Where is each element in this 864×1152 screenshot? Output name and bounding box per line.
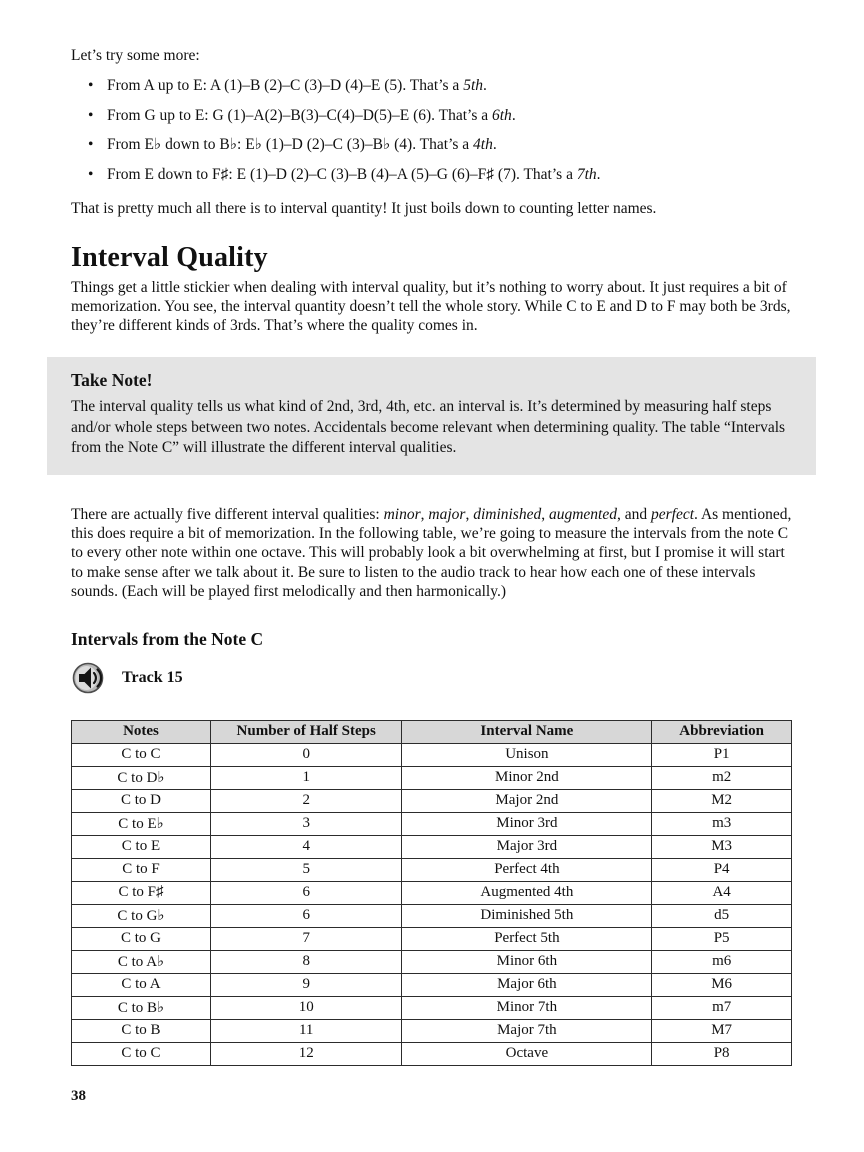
list-item: • From E♭ down to B♭: E♭ (1)–D (2)–C (3)–B♭ (4). That’s a 4th. [71, 136, 792, 155]
column-header-abbreviation: Abbreviation [652, 720, 792, 743]
table-cell: Perfect 4th [402, 858, 652, 881]
list-item: • From A up to E: A (1)–B (2)–C (3)–D (4)–E (5). That’s a 5th. [71, 77, 792, 96]
table-row [72, 1042, 792, 1065]
table-row [72, 1019, 792, 1042]
table-cell: m6 [652, 950, 792, 973]
table-cell: 4 [210, 835, 402, 858]
section-title: Interval Quality [71, 241, 268, 273]
table-cell: P4 [652, 858, 792, 881]
page-number: 38 [71, 1088, 86, 1104]
table-cell: Unison [402, 743, 652, 766]
intro-lead: Let’s try some more: [71, 47, 200, 64]
intervals-table [71, 720, 792, 1066]
table-cell: 2 [210, 789, 402, 812]
table-row [72, 812, 792, 835]
table-cell: C to E♭ [72, 812, 211, 835]
table-cell: 10 [210, 996, 402, 1019]
table-cell: Major 3rd [402, 835, 652, 858]
table-cell: Octave [402, 1042, 652, 1065]
table-cell: P1 [652, 743, 792, 766]
table-row [72, 743, 792, 766]
table-row [72, 927, 792, 950]
table-cell: Perfect 5th [402, 927, 652, 950]
table-cell: Minor 6th [402, 950, 652, 973]
note-box-body: The interval quality tells us what kind of 2nd, 3rd, 4th, etc. an interval is. It’s determined by measuring half steps and/or whole steps between two notes. Accidentals become relevant when determining quality. The table “Intervals from the Note C” will illustrate the different interval qualities. [71, 398, 786, 456]
table-row [72, 835, 792, 858]
table-row [72, 881, 792, 904]
table-cell: C to F♯ [72, 881, 211, 904]
table-cell: 1 [210, 766, 402, 789]
table-cell: Diminished 5th [402, 904, 652, 927]
table-cell: 3 [210, 812, 402, 835]
column-header-interval-name: Interval Name [402, 720, 652, 743]
table-section-title: Intervals from the Note C [71, 628, 264, 649]
table-row [72, 996, 792, 1019]
table-cell: Minor 2nd [402, 766, 652, 789]
table-cell: 5 [210, 858, 402, 881]
qualities-paragraph: There are actually five different interval qualities: minor, major, diminished, augmented, and perfect. As mentioned, this does require a bit of memorization. In the following table, we’re going to measure the intervals from the note C to every other note within one octave. This will probably look a bit overwhelming at first, but I promise it will start to make sense after we talk about it. Be sure to listen to the audio track to hear how each one of these intervals sounds. (Each will be played first melodically and then harmonically.) [71, 505, 792, 600]
table-cell: M2 [652, 789, 792, 812]
table-cell: C to E [72, 835, 211, 858]
table-cell: C to D♭ [72, 766, 211, 789]
table-cell: Minor 7th [402, 996, 652, 1019]
section-paragraph: Things get a little stickier when dealing with interval quality, but it’s nothing to worry about. It just requires a bit of memorization. You see, the interval quantity doesn’t tell the whole story. While C to E and D to F may both be 3rds, they’re different kinds of 3rds. That’s where the quality comes in. [71, 278, 791, 335]
table-cell: 11 [210, 1019, 402, 1042]
table-cell: C to F [72, 858, 211, 881]
speaker-icon [72, 662, 108, 694]
table-cell: m2 [652, 766, 792, 789]
column-header-half-steps: Number of Half Steps [210, 720, 402, 743]
table-row [72, 766, 792, 789]
table-cell: P5 [652, 927, 792, 950]
interval-examples-list [71, 77, 792, 184]
table-cell: C to C [72, 743, 211, 766]
column-header-notes: Notes [72, 720, 211, 743]
table-header-row [72, 720, 792, 743]
audio-track-row [72, 660, 792, 696]
table-cell: 8 [210, 950, 402, 973]
table-cell: C to D [72, 789, 211, 812]
table-cell: 9 [210, 973, 402, 996]
table-cell: C to A♭ [72, 950, 211, 973]
table-cell: C to G♭ [72, 904, 211, 927]
list-item: • From E down to F♯: E (1)–D (2)–C (3)–B (4)–A (5)–G (6)–F♯ (7). That’s a 7th. [71, 166, 792, 185]
table-cell: 7 [210, 927, 402, 950]
track-label: Track 15 [122, 668, 183, 686]
table-cell: d5 [652, 904, 792, 927]
table-cell: Augmented 4th [402, 881, 652, 904]
table-cell: P8 [652, 1042, 792, 1065]
table-row [72, 904, 792, 927]
intervals-table-body [72, 743, 792, 1065]
intro-closing: That is pretty much all there is to interval quantity! It just boils down to counting letter names. [71, 199, 657, 217]
table-cell: 0 [210, 743, 402, 766]
table-cell: A4 [652, 881, 792, 904]
table-cell: Major 2nd [402, 789, 652, 812]
table-cell: M7 [652, 1019, 792, 1042]
table-cell: 12 [210, 1042, 402, 1065]
take-note-box [47, 357, 816, 474]
table-cell: M3 [652, 835, 792, 858]
table-cell: C to C [72, 1042, 211, 1065]
note-box-title: Take Note! [71, 370, 153, 391]
table-row [72, 950, 792, 973]
list-item: • From G up to E: G (1)–A(2)–B(3)–C(4)–D(5)–E (6). That’s a 6th. [71, 107, 792, 126]
table-cell: 6 [210, 904, 402, 927]
table-row [72, 789, 792, 812]
table-cell: Major 7th [402, 1019, 652, 1042]
table-cell: m7 [652, 996, 792, 1019]
table-cell: 6 [210, 881, 402, 904]
table-row [72, 973, 792, 996]
table-cell: C to A [72, 973, 211, 996]
table-cell: C to B [72, 1019, 211, 1042]
table-cell: Major 6th [402, 973, 652, 996]
table-cell: Minor 3rd [402, 812, 652, 835]
table-cell: M6 [652, 973, 792, 996]
table-cell: C to B♭ [72, 996, 211, 1019]
table-cell: m3 [652, 812, 792, 835]
table-row [72, 858, 792, 881]
table-cell: C to G [72, 927, 211, 950]
